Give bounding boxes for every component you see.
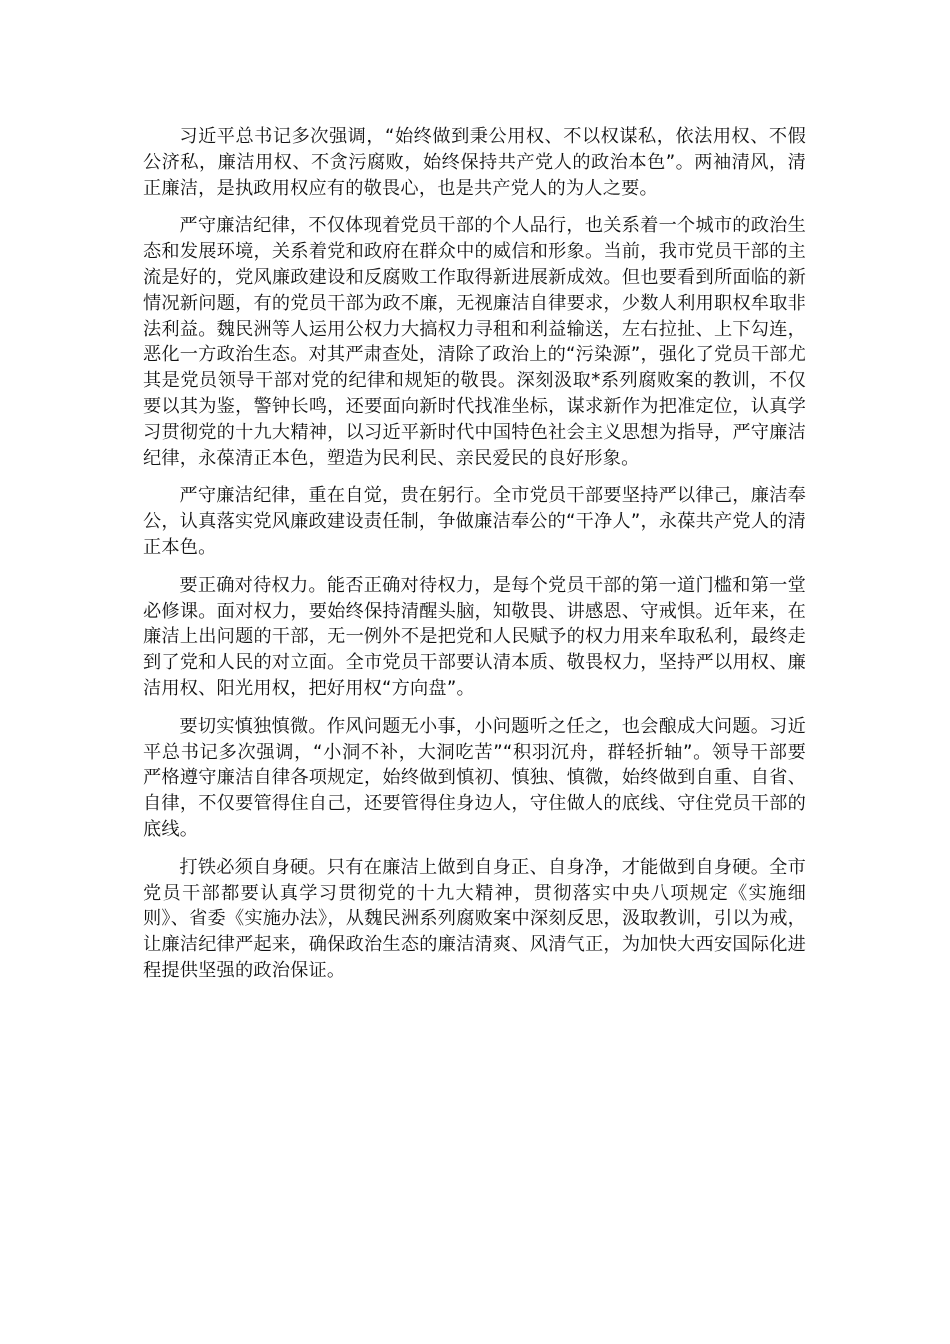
paragraph-5: 要切实慎独慎微。作风问题无小事，小问题听之任之，也会酿成大问题。习近平总书记多次强调，“小洞不补，大洞吃苦”“积羽沉舟，群轻折轴”。领导干部要严格遵守廉洁自律各项规定，始终做到慎初、慎独、慎微，始终做到自重、自省、自律，不仅要管得住自己，还要管得住身边人，守住做人的底线、守住党员干部的底线。 [143, 715, 806, 840]
article-body [143, 124, 806, 996]
paragraph-1: 习近平总书记多次强调，“始终做到秉公用权、不以权谋私，依法用权、不假公济私，廉洁用权、不贪污腐败，始终保持共产党人的政治本色”。两袖清风，清正廉洁，是执政用权应有的敬畏心，也是共产党人的为人之要。 [143, 126, 806, 199]
paragraph-6: 打铁必须自身硬。只有在廉洁上做到自身正、自身净，才能做到自身硬。全市党员干部都要认真学习贯彻党的十九大精神，贯彻落实中央八项规定《实施细则》、省委《实施办法》，从魏民洲系列腐败案中深刻反思，汲取教训，引以为戒，让廉洁纪律严起来，确保政治生态的廉洁清爽、风清气正，为加快大西安国际化进程提供坚强的政治保证。 [143, 856, 806, 981]
paragraph-4: 要正确对待权力。能否正确对待权力，是每个党员干部的第一道门槛和第一堂必修课。面对权力，要始终保持清醒头脑，知敬畏、讲感恩、守戒惧。近年来，在廉洁上出问题的干部，无一例外不是把党和人民赋予的权力用来牟取私利，最终走到了党和人民的对立面。全市党员干部要认清本质、敬畏权力，坚持严以用权、廉洁用权、阳光用权，把好用权“方向盘”。 [143, 574, 806, 699]
paragraph-2: 严守廉洁纪律，不仅体现着党员干部的个人品行，也关系着一个城市的政治生态和发展环境，关系着党和政府在群众中的威信和形象。当前，我市党员干部的主流是好的，党风廉政建设和反腐败工作取得新进展新成效。但也要看到所面临的新情况新问题，有的党员干部为政不廉，无视廉洁自律要求，少数人利用职权牟取非法利益。魏民洲等人运用公权力大搞权力寻租和利益输送，左右拉扯、上下勾连，恶化一方政治生态。对其严肃查处，清除了政治上的“污染源”，强化了党员干部尤其是党员领导干部对党的纪律和规矩的敬畏。深刻汲取*系列腐败案的教训，不仅要以其为鉴，警钟长鸣，还要面向新时代找准坐标，谋求新作为把准定位，认真学习贯彻党的十九大精神，以习近平新时代中国特色社会主义思想为指导，严守廉洁纪律，永葆清正本色，塑造为民利民、亲民爱民的良好形象。 [143, 215, 806, 469]
paragraph-3: 严守廉洁纪律，重在自觉，贵在躬行。全市党员干部要坚持严以律己，廉洁奉公，认真落实党风廉政建设责任制，争做廉洁奉公的“干净人”，永葆共产党人的清正本色。 [143, 485, 806, 558]
